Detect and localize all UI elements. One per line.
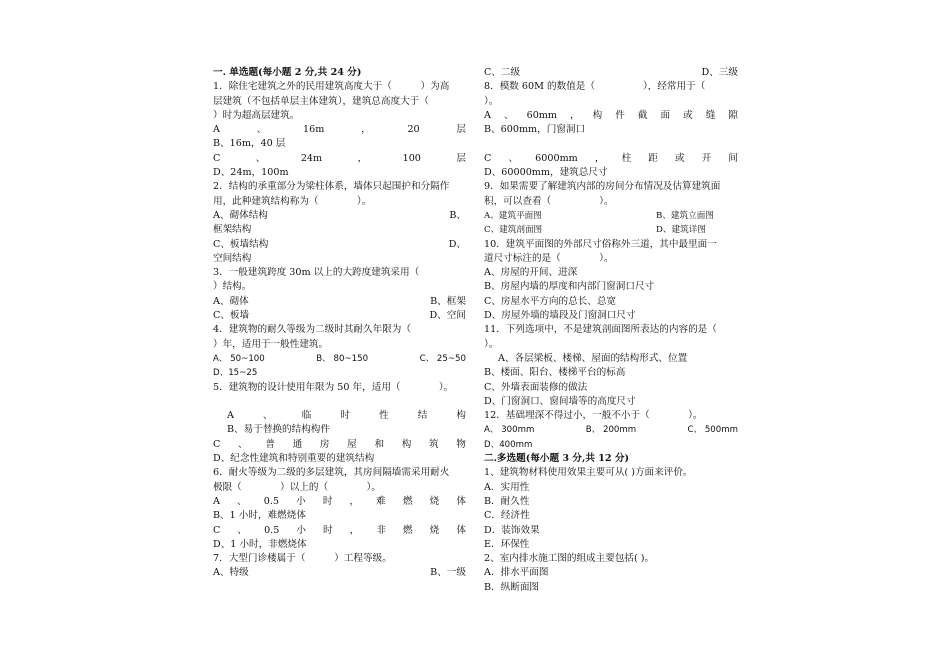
- q12-options-abc: [484, 423, 738, 437]
- q1-option-c: C 、 24m ， 100 层: [213, 152, 466, 164]
- q2-option-b-text: 框架结构: [213, 224, 252, 236]
- q9-options-ab: [484, 209, 738, 223]
- q10-text-line1: 10．建筑平面图的外部尺寸俗称外三道，其中最里面一: [484, 238, 717, 250]
- right-column: [484, 66, 738, 595]
- q2-option-b-prefix: B、: [449, 209, 466, 221]
- q8-spacer: [484, 137, 738, 151]
- q3-options-ab: [213, 295, 466, 309]
- q12-option-a: A、 300mm: [484, 425, 535, 436]
- q2-option-c: C、板墙结构: [213, 238, 269, 250]
- q3-option-c: C、板墙: [213, 310, 250, 322]
- q7-options-cd: [484, 66, 738, 80]
- q6-text-line1: 6．耐火等级为二级的多层建筑，其房间隔墙需采用耐火: [213, 467, 450, 479]
- q7-option-d: D、三级: [701, 67, 738, 78]
- q7-options-ab: [213, 566, 466, 580]
- q5-text-line1: 5．建筑物的设计使用年限为 50 年，适用（ ）。: [213, 381, 454, 393]
- q3-option-a: A、砌体: [213, 295, 249, 307]
- m1-option-c: C．经济性: [484, 510, 530, 522]
- q6-option-d: D、1 小时，非燃烧体: [213, 538, 307, 550]
- q11-option-d: D、门窗洞口、窗间墙等的高度尺寸: [484, 395, 636, 407]
- q11-option-a: A、各层梁板、楼梯、屋面的结构形式、位置: [498, 352, 688, 364]
- q8-text-line1: 8．模数 60M 的数值是（ ），经常用于（: [484, 81, 706, 93]
- q4-option-c: C、 25~50: [419, 353, 466, 364]
- q12-option-d: D、400mm: [484, 439, 533, 450]
- q9-option-d: D、建筑详图: [656, 225, 706, 236]
- q5-option-d: D、纪念性建筑和特别重要的建筑结构: [213, 453, 375, 465]
- q12-option-c: C、 500mm: [687, 425, 738, 436]
- q3-text-line1: 3．一般建筑跨度 30m 以上的大跨度建筑采用（: [213, 267, 420, 279]
- q3-text-line2: ）结构。: [213, 281, 252, 293]
- q4-text-line1: 4．建筑物的耐久等级为二级时其耐久年限为（: [213, 324, 411, 336]
- m2-option-b: B．纵断面图: [484, 581, 540, 593]
- q9-option-a: A、建筑平面图: [484, 210, 542, 221]
- q1-option-d: D、24m，100m: [213, 167, 289, 179]
- left-column: [213, 66, 466, 581]
- q5-option-a: A 、 临 时 性 结 构: [227, 410, 466, 422]
- m1-option-e: E．环保性: [484, 538, 530, 550]
- q5-option-c: C 、 普 通 房 屋 和 构 筑 物: [213, 438, 466, 450]
- q5-option-b: B、易于替换的结构构件: [227, 424, 330, 436]
- q4-option-b: B、 80~150: [316, 353, 369, 364]
- section-title-single-choice: 一. 单选题(每小题 2 分,共 24 分): [213, 67, 362, 78]
- q11-option-c: C、外墙表面装修的做法: [484, 381, 588, 393]
- q2-text-line1: 2．结构的承重部分为梁柱体系，墙体只起围护和分隔作: [213, 181, 450, 193]
- q6-option-a: A 、 0.5 小 时 ， 难 燃 烧 体: [213, 495, 466, 507]
- q6-option-c: C 、 0.5 小 时 ， 非 燃 烧 体: [213, 524, 466, 536]
- q2-option-a: A、砌体结构: [213, 209, 268, 221]
- q4-option-d: D、15~25: [213, 368, 258, 379]
- q10-option-c: C、房屋水平方向的总长、总宽: [484, 295, 617, 307]
- q3-option-b: B、框架: [430, 295, 466, 307]
- q2-options-cd: [213, 238, 466, 252]
- q12-text-line1: 12．基础埋深不得过小，一般不小于（ ）。: [484, 410, 703, 422]
- q2-option-d-prefix: D、: [448, 238, 466, 250]
- m1-option-b: B．耐久性: [484, 495, 530, 507]
- q7-text-line1: 7．大型门诊楼属于（ ）工程等级。: [213, 553, 392, 565]
- q8-option-c: C 、 6000mm ， 柱 距 或 开 间: [484, 152, 738, 164]
- q7-option-c: C、二级: [484, 67, 521, 78]
- q9-option-c: C、建筑剖面图: [484, 225, 543, 236]
- q9-options-cd: [484, 223, 738, 237]
- q8-option-a: A 、 60mm ， 构 件 截 面 或 缝 隙: [484, 109, 738, 121]
- q7-option-a: A、特级: [213, 567, 249, 579]
- q8-option-b: B、600mm，门窗洞口: [484, 124, 586, 136]
- section-title-multi-choice: 二.多选题(每小题 3 分,共 12 分): [484, 453, 630, 465]
- m2-option-a: A．排水平面图: [484, 567, 549, 579]
- q10-text-line2: 道尺寸标注的是（ ）。: [484, 252, 614, 264]
- q10-option-b: B、房屋内墙的厚度和内部门窗洞口尺寸: [484, 281, 655, 293]
- q4-option-a: A、 50~100: [213, 353, 265, 364]
- q6-text-line2: 极限（ ）以上的（ ）。: [213, 481, 381, 493]
- q12-option-b: B、 200mm: [585, 425, 637, 436]
- q11-text-line2: ）。: [484, 338, 499, 350]
- q11-text-line1: 11．下列选项中，不是建筑剖面图所表达的内容的是（: [484, 324, 717, 336]
- q3-option-d: D、空间: [429, 310, 466, 322]
- m1-option-a: A．实用性: [484, 481, 530, 493]
- q7-option-b: B、一级: [430, 567, 466, 579]
- q1-text-line1: 1．除住宅建筑之外的民用建筑高度大于（ ）为高: [213, 81, 450, 93]
- q2-text-line2: 用，此种建筑结构称为（ ）。: [213, 195, 372, 207]
- q2-options-ab: [213, 209, 466, 223]
- m2-text-line1: 2、室内排水施工图的组成主要包括( )。: [484, 553, 655, 565]
- q4-text-line2: ）年，适用于一般性建筑。: [213, 338, 329, 350]
- q3-options-cd: [213, 309, 466, 323]
- q9-text-line1: 9．如果需要了解建筑内部的房间分布情况及估算建筑面: [484, 181, 721, 193]
- q5-spacer: [213, 395, 466, 409]
- q8-option-d: D、60000mm，建筑总尺寸: [484, 167, 608, 179]
- m1-option-d: D．装饰效果: [484, 524, 540, 536]
- q2-option-d-text: 空间结构: [213, 252, 252, 264]
- q11-option-b: B、楼面、阳台、楼梯平台的标高: [484, 367, 626, 379]
- q1-text-line2: 层建筑（不包括单层主体建筑），建筑总高度大于（: [213, 95, 429, 107]
- q1-text-line3: ）时为超高层建筑。: [213, 109, 300, 121]
- q4-options-abc: [213, 352, 466, 366]
- q1-option-b: B、16m，40 层: [213, 138, 286, 150]
- q9-text-line2: 积，可以查看（ ）。: [484, 195, 614, 207]
- q10-option-a: A、房屋的开间、进深: [484, 267, 578, 279]
- q10-option-d: D、房屋外墙的墙段及门窗洞口尺寸: [484, 310, 636, 322]
- q9-option-b: B、建筑立面图: [656, 210, 714, 221]
- m1-text-line1: 1、建筑物材料使用效果主要可从( )方面来评价。: [484, 467, 693, 479]
- q1-option-a: A 、 16m ， 20 层: [213, 124, 466, 136]
- q8-text-line2: ）。: [484, 95, 499, 107]
- q6-option-b: B、1 小时，难燃烧体: [213, 510, 306, 522]
